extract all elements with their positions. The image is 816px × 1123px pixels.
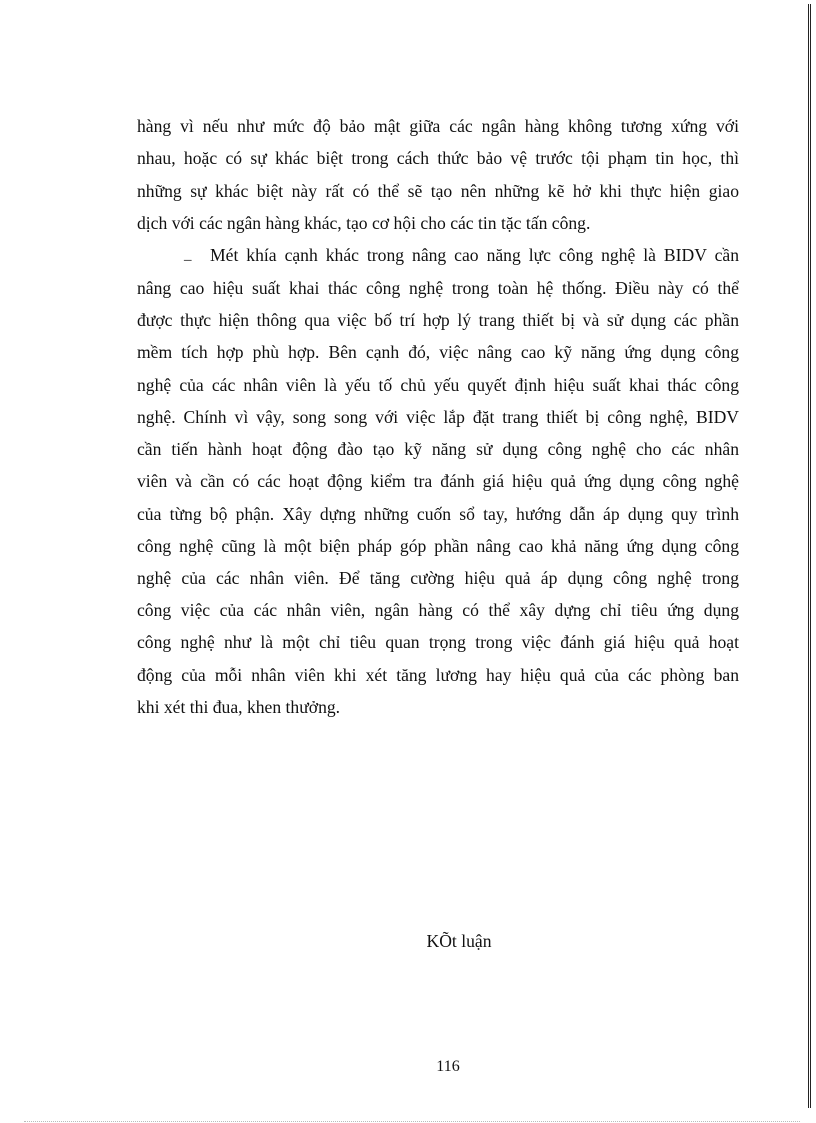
text-line: của từng bộ phận. Xây dựng những cuốn sổ tay, hướng dẫn áp dụng quy trình [137,504,739,524]
page-number: 116 [436,1058,460,1075]
text-line: nghệ của các nhân viên là yếu tố chủ yếu quyết định hiệu suất khai thác công [137,375,739,395]
text-line: khi xét thi đua, khen thưởng. [137,697,341,717]
text-line: nâng cao hiệu suất khai thác công nghệ trong toàn hệ thống. Điều này có thể [137,278,739,298]
text-line: dịch với các ngân hàng khác, tạo cơ hội cho các tin tặc tấn công. [137,213,591,233]
text-line: nghệ của các nhân viên. Để tăng cường hiệu quả áp dụng công nghệ trong [137,568,739,588]
text-line: công nghệ như là một chỉ tiêu quan trọng trong việc đánh giá hiệu quả hoạt [137,632,739,652]
text-line: công nghệ cũng là một biện pháp góp phần nâng cao khả năng ứng dụng công [137,536,739,556]
text-line: Mét khía cạnh khác trong nâng cao năng lực công nghệ là BIDV cần [210,245,739,265]
text-line: cần tiến hành hoạt động đào tạo kỹ năng sử dụng công nghệ cho các nhân [137,439,739,459]
bullet-dash: _ [184,247,192,263]
text-line: động của mỗi nhân viên khi xét tăng lương hay hiệu quả của các phòng ban [137,665,739,685]
text-line: nghệ. Chính vì vậy, song song với việc lắp đặt trang thiết bị công nghệ, BIDV [137,407,739,427]
text-line: mềm tích hợp phù hợp. Bên cạnh đó, việc nâng cao kỹ năng ứng dụng công [137,342,739,362]
page-bottom-divider [24,1121,800,1122]
text-line: hàng vì nếu như mức độ bảo mật giữa các ngân hàng không tương xứng với [137,116,739,136]
text-line: được thực hiện thông qua việc bố trí hợp lý trang thiết bị và sử dụng các phần [137,310,739,330]
section-heading: KÕt luận [426,931,492,951]
text-line: nhau, hoặc có sự khác biệt trong cách thức bảo vệ trước tội phạm tin học, thì [137,148,739,168]
text-line: công việc của các nhân viên, ngân hàng có thể xây dựng chỉ tiêu ứng dụng [137,600,739,620]
text-line: viên và cần có các hoạt động kiểm tra đánh giá hiệu quả ứng dụng công nghệ [137,471,739,491]
text-line: những sự khác biệt này rất có thể sẽ tạo nên những kẽ hở khi thực hiện giao [137,181,739,201]
